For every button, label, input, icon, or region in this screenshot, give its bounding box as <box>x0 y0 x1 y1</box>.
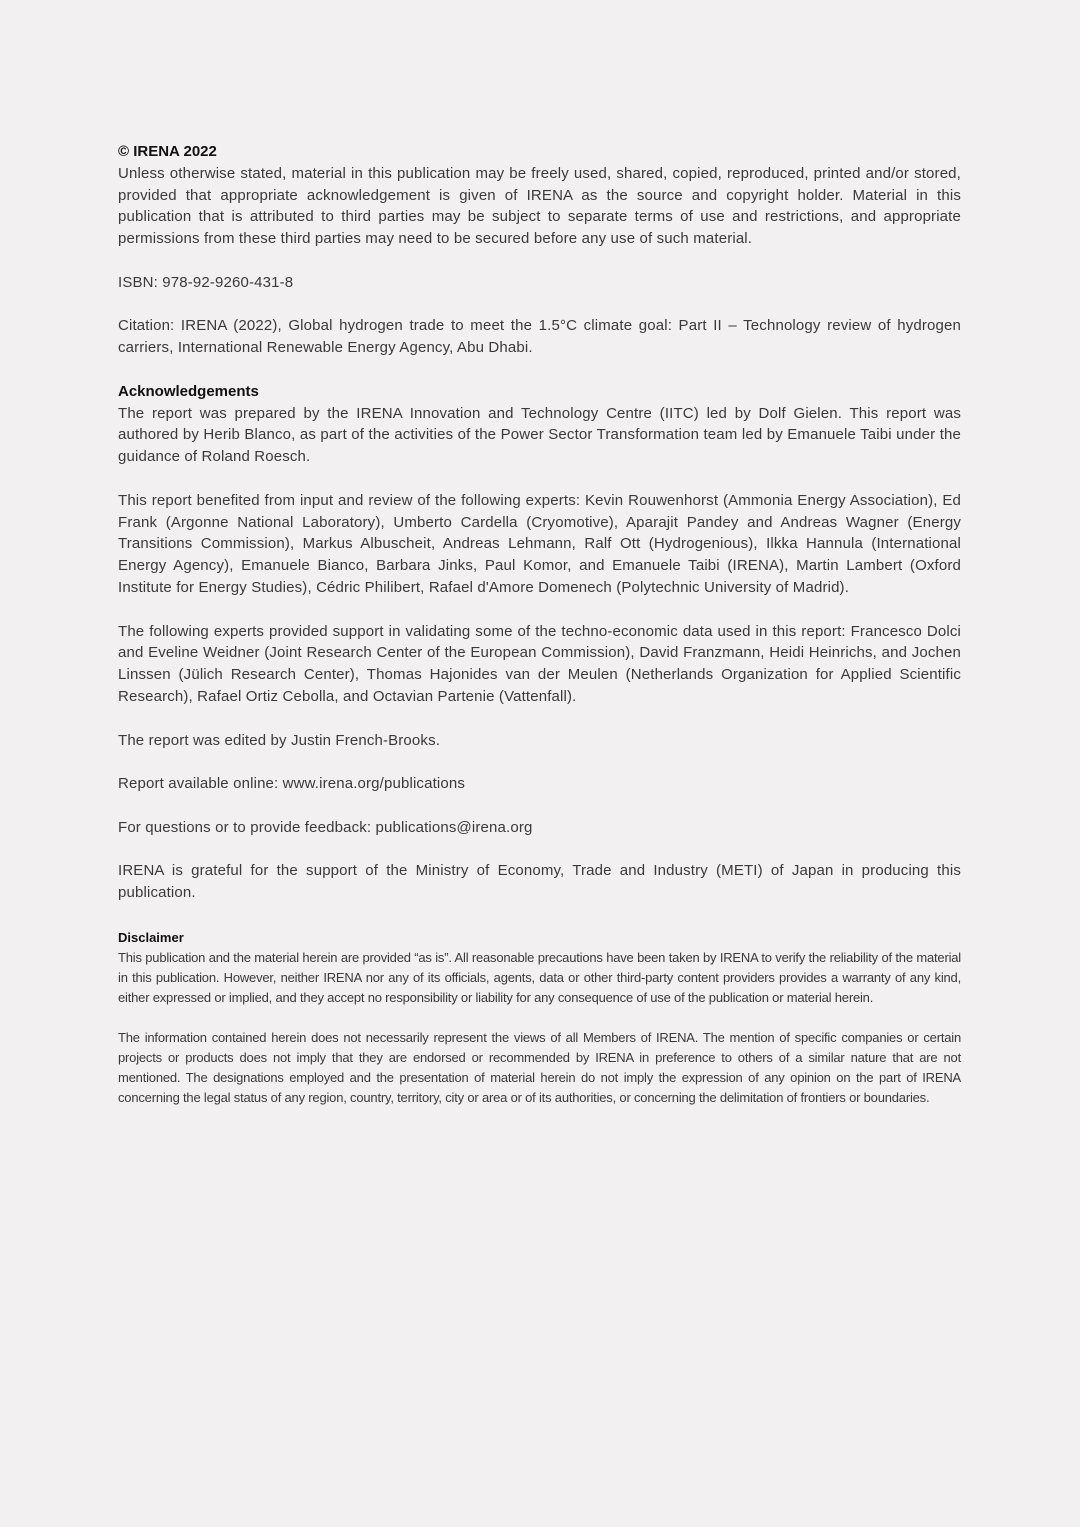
acknowledgements-paragraph: This report benefited from input and review of the following experts: Kevin Rouwenhorst (Ammonia Energy Association), Ed Frank (Argonne National Laboratory), Umberto Cardella (Cryomotive), Aparajit Pandey and Andreas Wagner (Energy Transitions Commission), Markus Albuscheit, Andreas Lehmann, Ralf Ott (Hydrogenious), Ilkka Hannula (International Energy Agency), Emanuele Bianco, Barbara Jinks, Paul Komor, and Emanuele Taibi (IRENA), Martin Lambert (Oxford Institute for Energy Studies), Cédric Philibert, Rafael d'Amore Domenech (Polytechnic University of Madrid). <box>118 491 961 596</box>
report-online-link: Report available online: www.irena.org/publications <box>118 775 466 793</box>
citation: Citation: IRENA (2022), Global hydrogen trade to meet the 1.5°C climate goal: Part II – Technology review of hydrogen carriers, International Renewable Energy Agency, Abu Dhabi. <box>118 317 961 357</box>
copyright-text: Unless otherwise stated, material in this publication may be freely used, shared, copied, reproduced, printed and/or stored, provided that appropriate acknowledgement is given of IRENA as the source and copyright holder. Material in this publication that is attributed to third parties may be subject to separate terms of use and restrictions, and appropriate permissions from these third parties may need to be secured before any use of such material. <box>118 164 961 248</box>
acknowledgements-paragraph: The report was prepared by the IRENA Innovation and Technology Centre (IITC) led by Dolf Gielen. This report was authored by Herib Blanco, as part of the activities of the Power Sector Transformation team led by Emanuele Taibi under the guidance of Roland Roesch. <box>118 404 961 466</box>
disclaimer-paragraph: This publication and the material herein are provided “as is”. All reasonable precautions have been taken by IRENA to verify the reliability of the material in this publication. However, neither IRENA nor any of its officials, agents, data or other third-party content providers provides a warranty of any kind, either expressed or implied, and they accept no responsibility or liability for any consequence of use of the publication or material herein. <box>118 949 961 1005</box>
feedback-contact: For questions or to provide feedback: publications@irena.org <box>118 818 533 836</box>
editor-credit: The report was edited by Justin French-Brooks. <box>118 731 441 749</box>
isbn: ISBN: 978-92-9260-431-8 <box>118 273 294 291</box>
acknowledgements-paragraph: IRENA is grateful for the support of the Ministry of Economy, Trade and Industry (METI) of Japan in producing this publication. <box>118 862 961 902</box>
acknowledgements-paragraph: The following experts provided support in validating some of the techno-economic data used in this report: Francesco Dolci and Eveline Weidner (Joint Research Center of the European Commission), David Franzmann, Heidi Heinrichs, and Jochen Linssen (Jülich Research Center), Thomas Hajonides van der Meulen (Netherlands Organization for Applied Scientific Research), Rafael Ortiz Cebolla, and Octavian Partenie (Vattenfall). <box>118 622 961 705</box>
disclaimer-paragraph: The information contained herein does not necessarily represent the views of all Members of IRENA. The mention of specific companies or certain projects or products does not imply that they are endorsed or recommended by IRENA in preference to others of a similar nature that are not mentioned. The designations employed and the presentation of material herein do not imply the expression of any opinion on the part of IRENA concerning the legal status of any region, country, territory, city or area or of its authorities, or concerning the delimitation of frontiers or boundaries. <box>118 1029 961 1105</box>
document-page <box>118 141 961 1128</box>
acknowledgements-heading: Acknowledgements <box>118 382 259 400</box>
copyright-heading: © IRENA 2022 <box>118 143 217 160</box>
disclaimer-heading: Disclaimer <box>118 929 184 945</box>
